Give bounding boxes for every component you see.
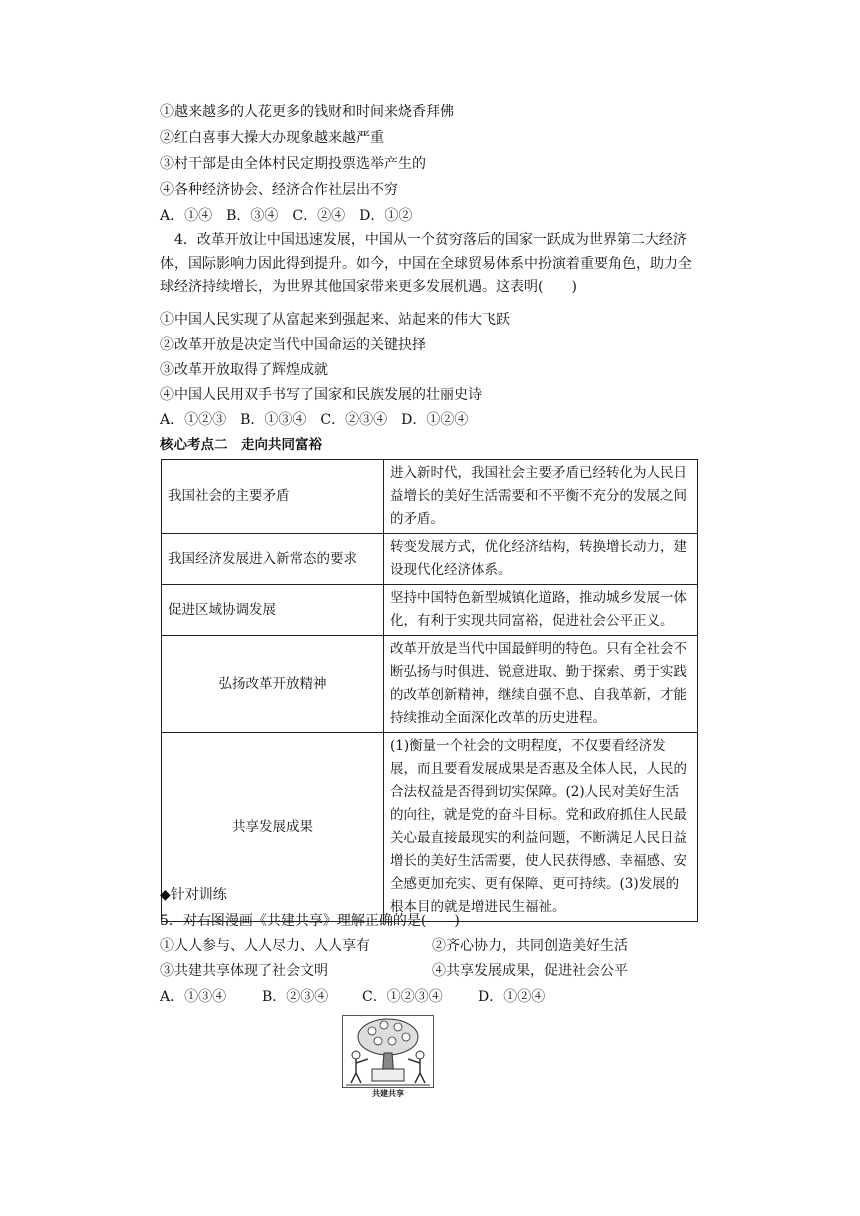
cartoon-caption: 共建共享 <box>372 1089 404 1098</box>
table-value: 转变发展方式，优化经济结构，转换增长动力，建设现代化经济体系。 <box>384 534 698 585</box>
q4-option-4: ④中国人民用双手书写了国家和民族发展的壮丽史诗 <box>160 387 482 403</box>
q3-option-2: ②红白喜事大操大办现象越来越严重 <box>160 130 384 146</box>
q3-choices: A．①④ B．③④ C．②④ D．①② <box>160 208 413 224</box>
table-row <box>162 636 698 733</box>
q4-option-2: ②改革开放是决定当代中国命运的关键抉择 <box>160 337 426 353</box>
table-value: 坚持中国特色新型城镇化道路，推动城乡发展一体化，有利于实现共同富裕，促进社会公平正义。 <box>384 585 698 636</box>
q5-choice-b: B．②③④ <box>262 989 329 1005</box>
key-points-table <box>161 459 698 922</box>
table-row <box>162 460 698 534</box>
cartoon-image <box>342 1015 434 1101</box>
table-value: 进入新时代，我国社会主要矛盾已经转化为人民日益增长的美好生活需要和不平衡不充分的发展之间的矛盾。 <box>384 460 698 534</box>
q5-choice-a: A．①③④ <box>160 989 227 1005</box>
section-title: 核心考点二 走向共同富裕 <box>160 437 322 453</box>
q5-stem: 5．对右图漫画《共建共享》理解正确的是( ) <box>160 913 460 929</box>
table-row <box>162 534 698 585</box>
q5-option-4: ④共享发展成果，促进社会公平 <box>432 963 628 979</box>
table-row <box>162 733 698 922</box>
table-key: 我国社会的主要矛盾 <box>162 460 384 534</box>
table-key: 我国经济发展进入新常态的要求 <box>162 534 384 585</box>
table-key: 弘扬改革开放精神 <box>162 636 384 733</box>
q5-option-1: ①人人参与、人人尽力、人人享有 <box>160 938 370 954</box>
table-value: (1)衡量一个社会的文明程度，不仅要看经济发展，而且要看发展成果是否惠及全体人民，人民的合法权益是否得到切实保障。(2)人民对美好生活的向往，就是党的奋斗目标。党和政府抓住人民最关心最直接最现实的利益问题，不断满足人民日益增长的美好生活需要，使人民获得感、幸福感、安全感更加充实、更有保障、更可持续。(3)发展的根本目的就是增进民生福祉。 <box>384 733 698 922</box>
q4-stem: 4．改革开放让中国迅速发展，中国从一个贫穷落后的国家一跃成为世界第二大经济体，国际影响力因此得到提升。如今，中国在全球贸易体系中扮演着重要角色，助力全球经济持续增长，为世界其他国家带来更多发展机遇。这表明( ) <box>160 232 692 295</box>
q3-option-3: ③村干部是由全体村民定期投票选举产生的 <box>160 156 426 172</box>
table-key: 共享发展成果 <box>162 733 384 922</box>
q3-option-4: ④各种经济协会、经济合作社层出不穷 <box>160 182 398 198</box>
q4-option-1: ①中国人民实现了从富起来到强起来、站起来的伟大飞跃 <box>160 312 510 328</box>
q3-option-1: ①越来越多的人花更多的钱财和时间来烧香拜佛 <box>160 104 454 120</box>
q5-option-3: ③共建共享体现了社会文明 <box>160 963 328 979</box>
table-value: 改革开放是当代中国最鲜明的特色。只有全社会不断弘扬与时俱进、锐意进取、勤于探索、勇于实践的改革创新精神，继续自强不息、自我革新，才能持续推动全面深化改革的历史进程。 <box>384 636 698 733</box>
q4-choices: A．①②③ B．①③④ C．②③④ D．①②④ <box>160 412 469 428</box>
practice-title: ◆针对训练 <box>160 887 227 903</box>
table-row <box>162 585 698 636</box>
q5-choice-d: D．①②④ <box>478 989 546 1005</box>
q5-choice-c: C．①②③④ <box>362 989 443 1005</box>
q4-option-3: ③改革开放取得了辉煌成就 <box>160 362 328 378</box>
q5-option-2: ②齐心协力，共同创造美好生活 <box>432 938 628 954</box>
table-key: 促进区域协调发展 <box>162 585 384 636</box>
